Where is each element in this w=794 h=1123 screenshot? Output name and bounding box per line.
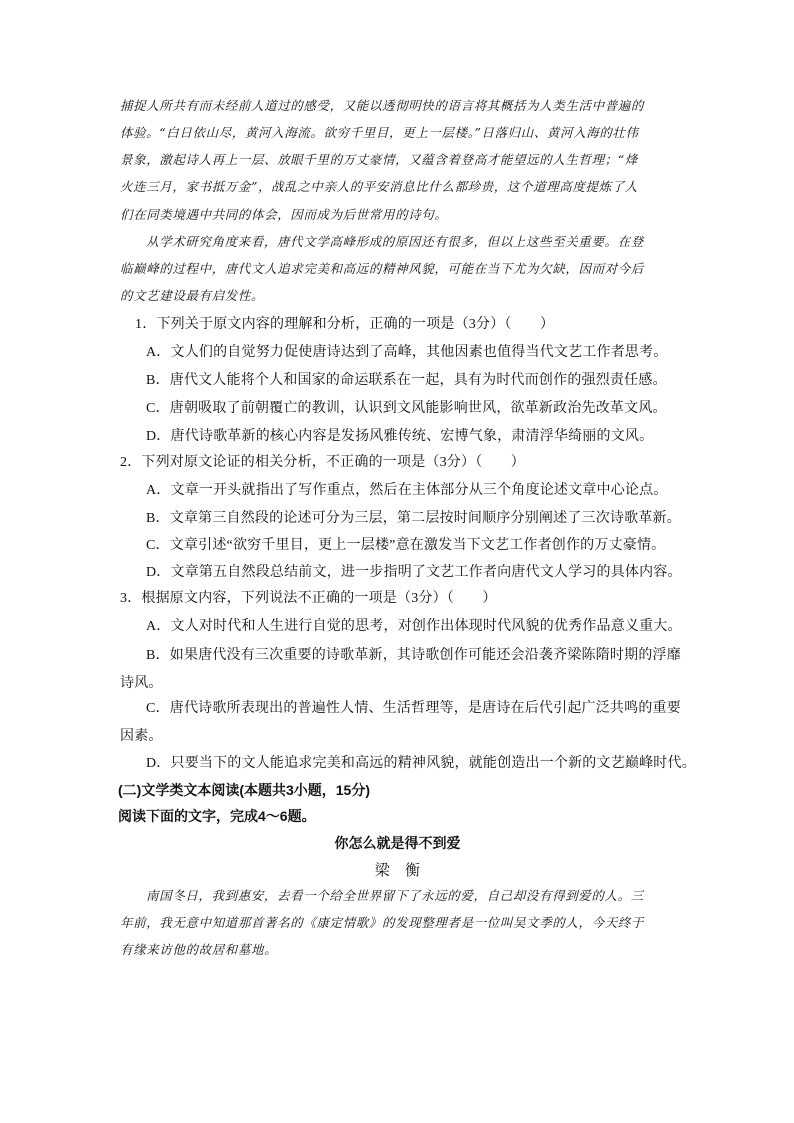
question-1-option-b: B．唐代文人能将个人和国家的命运联系在一起，具有为时代而创作的强烈责任感。	[146, 373, 667, 388]
passage-line: 临巅峰的过程中，唐代文人追求完美和高远的精神风貌，可能在当下尤为欠缺，因而对今后	[120, 261, 645, 276]
question-3-option-c: C．唐代诗歌所表现出的普遍性人情、生活哲理等，是唐诗在后代引起广泛共鸣的重要	[146, 701, 681, 716]
article-line: 南国冬日，我到惠安，去看一个给全世界留下了永远的爱，自己却没有得到爱的人。三	[146, 888, 644, 903]
question-3-option-c-cont: 因素。	[120, 729, 163, 744]
passage-line: 们在同类境遇中共同的体会，因而成为后世常用的诗句。	[120, 207, 448, 222]
passage-line: 捕捉人所共有而未经前人道过的感受，又能以透彻明快的语言将其概括为人类生活中普遍的	[120, 98, 645, 113]
question-3-option-b: B．如果唐代没有三次重要的诗歌革新，其诗歌创作可能还会沿袭齐梁陈隋时期的浮靡	[146, 648, 681, 663]
question-2-stem: 2．下列对原文论证的相关分析，不正确的一项是（3分）（ ）	[120, 455, 525, 470]
question-1-stem: 1．下列关于原文内容的理解和分析，正确的一项是（3分）（ ）	[135, 317, 555, 332]
question-1-option-a: A．文人们的自觉努力促使唐诗达到了高峰，其他因素也值得当代文艺工作者思考。	[146, 345, 668, 360]
article-title: 你怎么就是得不到爱	[334, 835, 461, 851]
question-1-option-d: D．唐代诗歌革新的核心内容是发扬风雅传统、宏博气象，肃清浮华绮丽的文风。	[146, 429, 654, 444]
question-3-option-d: D．只要当下的文人能追求完美和高远的精神风貌，就能创造出一个新的文艺巅峰时代。	[146, 756, 696, 771]
passage-line: 景象，激起诗人再上一层、放眼千里的万丈豪情，又蕴含着登高才能望远的人生哲理；“烽	[120, 152, 638, 167]
question-3-option-a: A．文人对时代和人生进行自觉的思考，对创作出体现时代风貌的优秀作品意义重大。	[146, 619, 682, 634]
section-heading: (二)文学类文本阅读(本题共3小题，15分)	[118, 782, 371, 798]
question-3-option-b-cont: 诗风。	[120, 676, 163, 691]
question-1-option-c: C．唐朝吸取了前朝覆亡的教训，认识到文风能影响世风，欲革新政治先改革文风。	[146, 401, 667, 416]
article-line: 年前，我无意中知道那首著名的《康定情歌》的发现整理者是一位叫吴文季的人，今天终于	[120, 915, 645, 930]
article-line: 有缘来访他的故居和墓地。	[120, 942, 278, 957]
question-2-option-c: C．文章引述“欲穷千里目，更上一层楼”意在激发当下文艺工作者创作的万丈豪情。	[146, 538, 666, 553]
question-2-option-a: A．文章一开头就指出了写作重点，然后在主体部分从三个角度论述文章中心论点。	[146, 483, 668, 498]
passage-line: 体验。“白日依山尽，黄河入海流。欲穷千里目，更上一层楼。”日落归山、黄河入海的壮伟	[120, 125, 639, 140]
passage-line: 火连三月，家书抵万金”，战乱之中亲人的平安消息比什么都珍贵，这个道理高度提炼了人	[120, 179, 638, 194]
question-2-option-b: B．文章第三自然段的论述可分为三层，第二层按时间顺序分别阐述了三次诗歌革新。	[146, 511, 681, 526]
section-instruction: 阅读下面的文字，完成4～6题。	[118, 808, 316, 824]
passage-line: 从学术研究角度来看，唐代文学高峰形成的原因还有很多，但以上这些至关重要。在登	[146, 234, 644, 249]
article-author: 梁 衡	[374, 863, 421, 879]
question-2-option-d: D．文章第五自然段总结前文，进一步指明了文艺工作者向唐代文人学习的具体内容。	[146, 565, 682, 580]
passage-line: 的文艺建设最有启发性。	[120, 288, 265, 303]
question-3-stem: 3．根据原文内容，下列说法不正确的一项是（3分）（ ）	[120, 591, 497, 606]
